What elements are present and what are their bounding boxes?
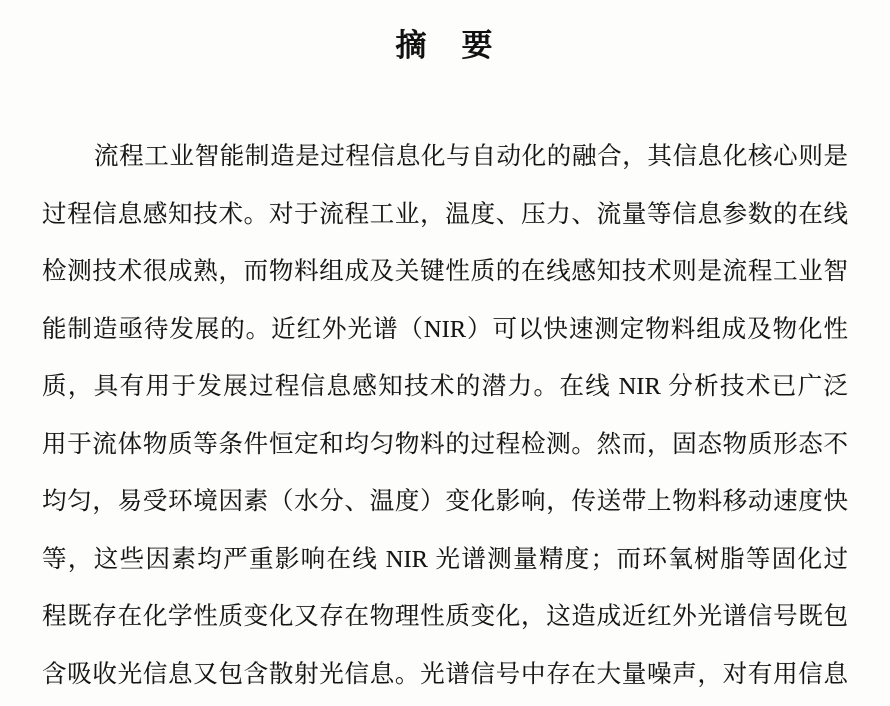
- paragraph-line: 均匀，易受环境因素（水分、温度）变化影响，传送带上物料移动速度快: [42, 488, 848, 515]
- paragraph-line: 用于流体物质等条件恒定和均匀物料的过程检测。然而，固态物质形态不: [42, 430, 848, 458]
- paragraph-line: 质，具有用于发展过程信息感知技术的潜力。在线 NIR 分析技术已广泛: [42, 373, 848, 400]
- paragraph-line: 程既存在化学性质变化又存在物理性质变化，这造成近红外光谱信号既包: [42, 603, 848, 630]
- paragraph-line: 检测技术很成熟，而物料组成及关键性质的在线感知技术则是流程工业智: [42, 258, 848, 285]
- paragraph-line: 能制造亟待发展的。近红外光谱（NIR）可以快速测定物料组成及物化性: [42, 315, 848, 343]
- paragraph-line: 流程工业智能制造是过程信息化与自动化的融合，其信息化核心则是: [94, 143, 848, 170]
- paragraph-line: 含吸收光信息又包含散射光信息。光谱信号中存在大量噪声，对有用信息: [42, 660, 848, 688]
- abstract-title: 摘 要: [395, 28, 495, 63]
- abstract-paragraph: [42, 128, 848, 703]
- paragraph-line: 过程信息感知技术。对于流程工业，温度、压力、流量等信息参数的在线: [42, 200, 848, 228]
- paragraph-line: 等，这些因素均严重影响在线 NIR 光谱测量精度；而环氧树脂等固化过: [42, 545, 848, 573]
